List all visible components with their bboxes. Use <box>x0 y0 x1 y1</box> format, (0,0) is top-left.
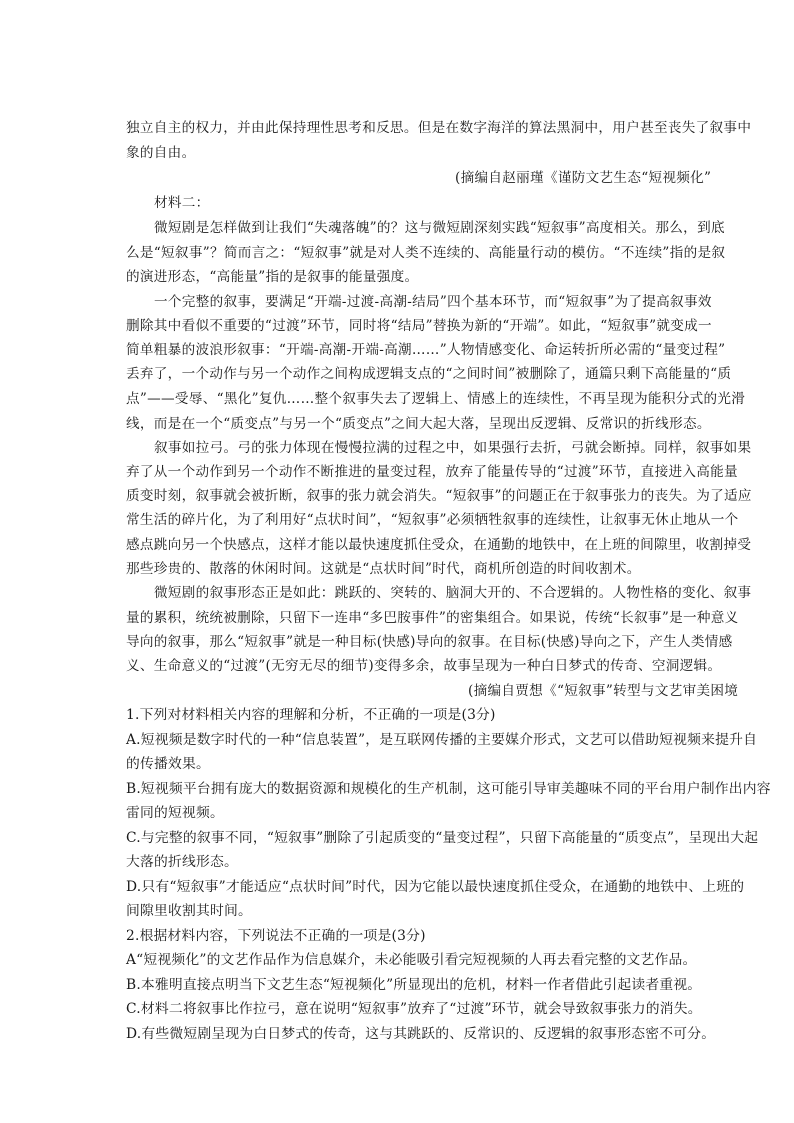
material2-paragraph-line: 质变时刻，叙事就会被折断，叙事的张力就会消失。“短叙事”的问题正在于叙事张力的丧失。为了适应 <box>126 488 752 504</box>
question1-option-d-cont: 间隙里收割其时间。 <box>126 903 252 919</box>
question1-stem: 1.下列对材料相关内容的理解和分析，不正确的一项是(3分) <box>126 707 496 723</box>
question2-option-d: D.有些微短剧呈现为白日梦式的传奇，这与其跳跃的、反常识的、反逻辑的叙事形态密不可分。 <box>126 1026 716 1042</box>
material2-paragraph-line: 叙事如拉弓。弓的张力体现在慢慢拉满的过程之中，如果强行去折，弓就会断掉。同样，叙事如果 <box>154 440 752 456</box>
material2-label: 材料二： <box>154 195 210 211</box>
question1-option-c: C.与完整的叙事不同，“短叙事”删除了引起质变的“量变过程”，只留下高能量的“质变点”，呈现出大起 <box>126 830 759 846</box>
material2-paragraph-line: 微短剧的叙事形态正是如此：跳跃的、突转的、脑洞大开的、不合逻辑的。人物性格的变化、叙事 <box>154 585 752 601</box>
material2-paragraph-line: 常生活的碎片化，为了利用好“点状时间”，“短叙事”必须牺牲叙事的连续性，让叙事无休止地从一个 <box>126 512 739 528</box>
material1-text-line: 独立自主的权力，并由此保持理性思考和反思。但是在数字海洋的算法黑洞中，用户甚至丧失了叙事中 <box>126 120 752 136</box>
question2-option-b: B.本雅明直接点明当下文艺生态“短视频化”所显现出的危机，材料一作者借此引起读者重视。 <box>126 977 702 993</box>
question1-option-d: D.只有“短叙事”才能适应“点状时间”时代，因为它能以最快速度抓住受众，在通勤的地铁中、上班的 <box>126 879 745 895</box>
question1-option-a-cont: 的传播效果。 <box>126 756 210 772</box>
material2-paragraph-line: 量的累积，统统被删除，只留下一连串“多巴胺事件”的密集组合。如果说，传统“长叙事”是一种意义 <box>126 610 739 626</box>
question1-option-b: B.短视频平台拥有庞大的数据资源和规模化的生产机制，这可能引导审美趣味不同的平台用户制作出内容 <box>126 781 771 797</box>
material2-paragraph-line: 丢弃了，一个动作与另一个动作之间构成逻辑支点的“之间时间”被删除了，通篇只剩下高能量的“质 <box>126 366 732 382</box>
material2-paragraph-line: 义、生命意义的“过渡”(无穷无尽的细节)变得多余，故事呈现为一种白日梦式的传奇、空洞逻辑。 <box>126 658 722 674</box>
material2-paragraph-line: 感点跳向另一个快感点，这样才能以最快速度抓住受众，在通勤的地铁中，在上班的间隙里，收割掉受 <box>126 537 752 553</box>
material2-paragraph-line: 删除其中看似不重要的“过渡”环节，同时将“结局”替换为新的“开端”。如此，“短叙事”就变成一 <box>126 318 712 334</box>
question2-stem: 2.根据材料内容，下列说法不正确的一项是(3分) <box>126 928 426 944</box>
material2-paragraph-line: 导向的叙事，那么“短叙事”就是一种目标(快感)导向的叙事。在目标(快感)导向之下，产生人类情感 <box>126 634 733 650</box>
material2-paragraph-line: 微短剧是怎样做到让我们“失魂落魄”的？这与微短剧深刻实践“短叙事”高度相关。那么，到底 <box>154 220 725 236</box>
material1-text-line: 象的自由。 <box>126 145 196 161</box>
material2-paragraph-line: 那些珍贵的、散落的休闲时间。这就是“点状时间”时代，商机所创造的时间收割术。 <box>126 561 641 577</box>
question1-option-b-cont: 雷同的短视频。 <box>126 805 224 821</box>
material2-paragraph-line: 线，而是在一个“质变点”与另一个“质变点”之间大起大落，呈现出反逻辑、反常识的折线形态。 <box>126 416 711 432</box>
material2-paragraph-line: 简单粗暴的波浪形叙事：“开端-高潮-开端-高潮……”人物情感变化、命运转折所必需的“量变过程” <box>126 342 726 358</box>
question1-option-c-cont: 大落的折线形态。 <box>126 854 238 870</box>
question2-option-c: C.材料二将叙事比作拉弓，意在说明“短叙事”放弃了“过渡”环节，就会导致叙事张力的消失。 <box>126 1001 702 1017</box>
question2-option-a: A“短视频化”的文艺作品作为信息媒介，未必能吸引看完短视频的人再去看完整的文艺作品。 <box>126 952 697 968</box>
material2-paragraph-line: 么是“短叙事”？简而言之：“短叙事”就是对人类不连续的、高能量行动的模仿。“不连续”指的是叙 <box>126 245 726 261</box>
question1-option-a: A.短视频是数字时代的一种“信息装置”，是互联网传播的主要媒介形式，文艺可以借助短视频来提升自 <box>126 732 758 748</box>
material2-paragraph-line: 的演进形态，“高能量”指的是叙事的能量强度。 <box>126 269 419 285</box>
material1-source: (摘编自赵丽瑾《谨防文艺生态“短视频化” <box>455 170 712 186</box>
material2-paragraph-line: 一个完整的叙事，要满足“开端-过渡-高潮-结局”四个基本环节，而“短叙事”为了提高叙事效 <box>154 294 712 310</box>
material2-paragraph-line: 弃了从一个动作到另一个动作不断推进的量变过程，放弃了能量传导的“过渡”环节，直接进入高能量 <box>126 464 738 480</box>
material2-source: (摘编自贾想《“短叙事”转型与文艺审美困境 <box>468 683 739 699</box>
material2-paragraph-line: 点”——受辱、“黑化”复仇……整个叙事失去了逻辑上、情感上的连续性，不再呈现为能积分式的光滑 <box>126 391 746 407</box>
